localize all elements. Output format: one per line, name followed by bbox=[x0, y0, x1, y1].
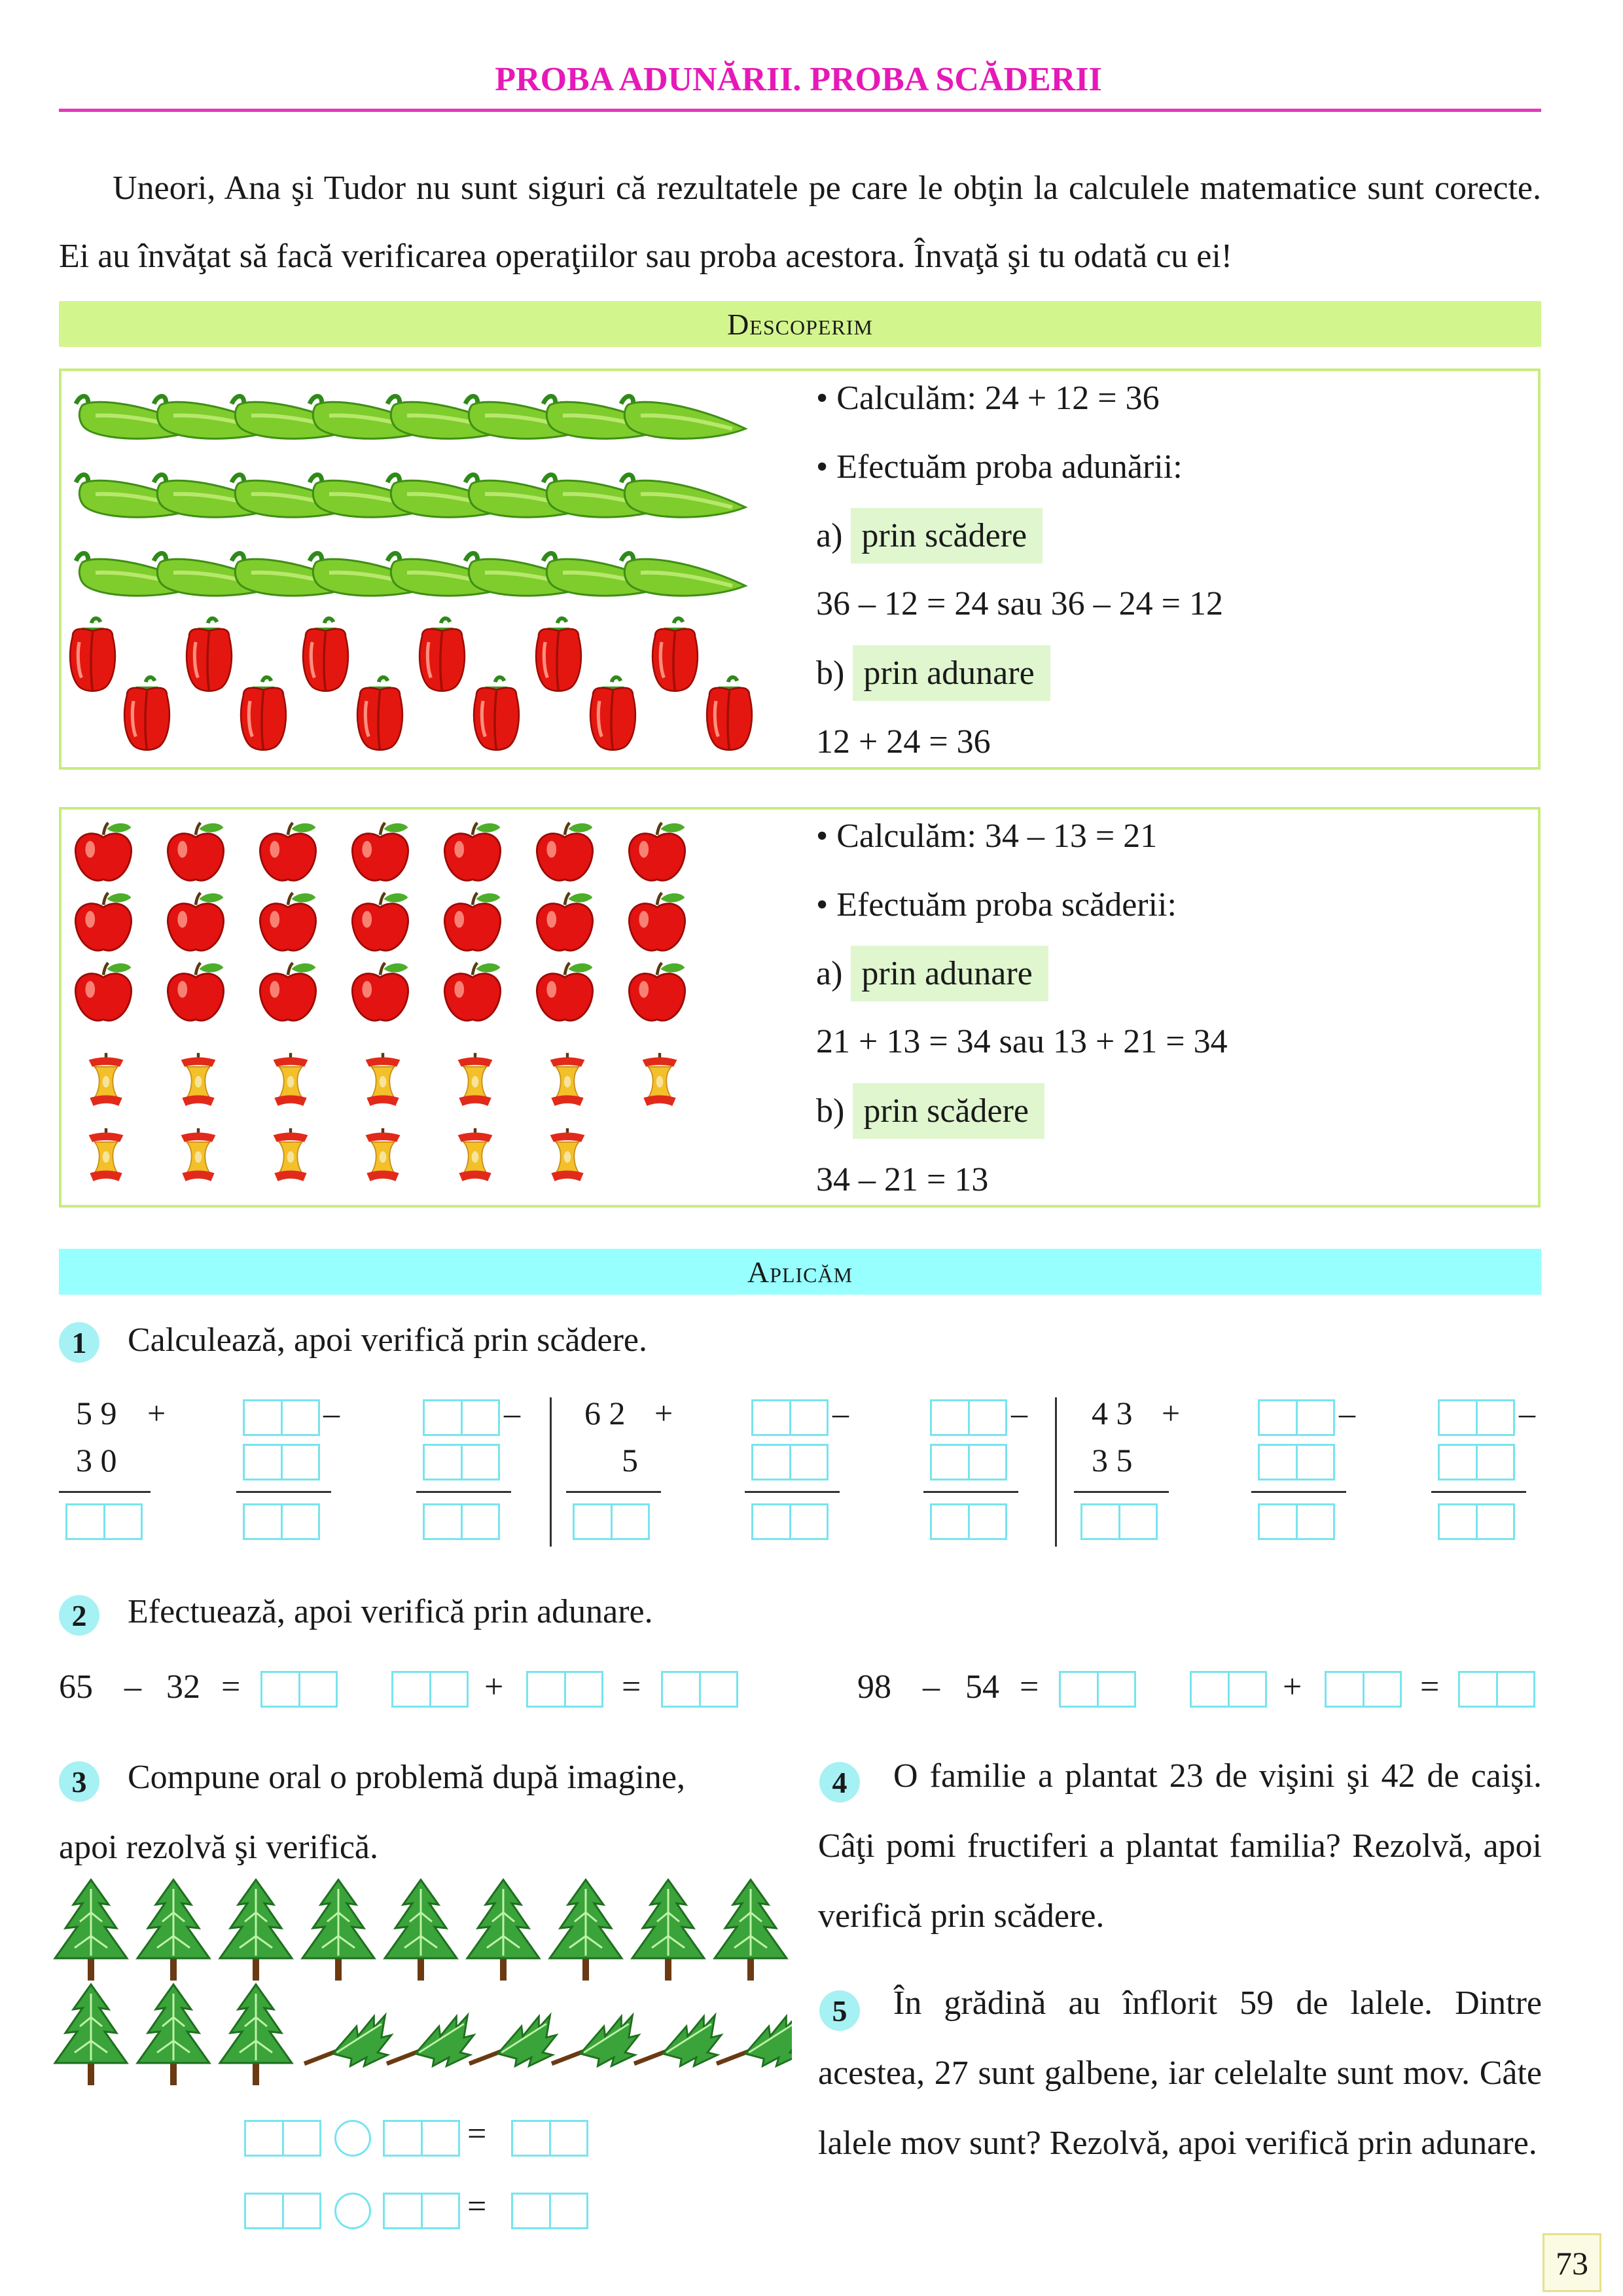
ex3-line1: Compune oral o problemă după imagine, bbox=[128, 1759, 686, 1796]
tree-icon bbox=[632, 1880, 704, 1981]
ex3-line2: apoi rezolvă şi verifică. bbox=[59, 1829, 378, 1866]
p1-line-a bbox=[816, 516, 1043, 556]
ex4-number-badge: 4 bbox=[819, 1762, 860, 1803]
panel-addition-proof bbox=[59, 368, 1541, 770]
ex2-e2-check-b[interactable] bbox=[1325, 1671, 1402, 1708]
title-underline bbox=[59, 109, 1541, 112]
ex2-e1-plus: + bbox=[484, 1668, 504, 1706]
red-pepper-icon bbox=[241, 677, 286, 750]
apple-icon bbox=[168, 963, 223, 1020]
tree-icon bbox=[302, 1880, 374, 1981]
fallen-tree-icon bbox=[469, 2015, 556, 2066]
apple-core-icon bbox=[274, 1053, 308, 1106]
ex1-g2-top: 6 2 bbox=[584, 1395, 626, 1431]
ex2-e1-a: 65 bbox=[59, 1668, 93, 1706]
ex1-g2-check1-top[interactable] bbox=[751, 1399, 829, 1436]
ex2-e1-check-eq: = bbox=[622, 1668, 641, 1706]
ex4-text: O familie a plantat 23 de vişini şi 42 de caişi. Câţi pomi fructiferi a plantat familia? Rezolvă, apoi verifică prin scădere. bbox=[818, 1757, 1542, 1935]
page-title: PROBA ADUNĂRII. PROBA SCĂDERII bbox=[495, 61, 1102, 98]
apple-core-icon bbox=[458, 1053, 493, 1106]
ex3-number-badge: 3 bbox=[59, 1761, 99, 1802]
ex1-g1-op: + bbox=[147, 1395, 166, 1431]
ex2-e1-eq: = bbox=[221, 1668, 241, 1706]
ex1-g2-check2-result[interactable] bbox=[930, 1503, 1007, 1540]
ex1-g1-top: 5 9 bbox=[76, 1395, 117, 1431]
p1-a-highlight: prin scădere bbox=[851, 508, 1043, 564]
apple-core-icon bbox=[181, 1128, 216, 1181]
red-pepper-icon bbox=[419, 619, 465, 691]
tree-icon bbox=[220, 1880, 292, 1981]
ex1-g3-check2-result[interactable] bbox=[1438, 1503, 1515, 1540]
ex5-number-badge: 5 bbox=[819, 1990, 860, 2031]
apple-icon bbox=[629, 823, 685, 880]
red-pepper-icon bbox=[303, 619, 348, 691]
p1-b-label: b) bbox=[816, 655, 845, 692]
ex1-g1-bottom: 3 0 bbox=[76, 1442, 117, 1479]
ex2-instruction: Efectuează, apoi verifică prin adunare. bbox=[128, 1593, 653, 1630]
ex1-g2-bottom: 5 bbox=[622, 1442, 638, 1479]
ex1-g3-check2-rule bbox=[1431, 1491, 1526, 1493]
green-pepper-icon bbox=[621, 475, 745, 517]
apple-icon bbox=[260, 893, 315, 950]
ex3-eq1-result[interactable] bbox=[511, 2120, 588, 2157]
ex1-g2-check2-top[interactable] bbox=[930, 1399, 1007, 1436]
ex3-eq1-equals: = bbox=[467, 2115, 487, 2153]
p1-line-result-b: 12 + 24 = 36 bbox=[816, 723, 991, 761]
apple-icon bbox=[168, 823, 223, 880]
apple-icon bbox=[537, 823, 592, 880]
p2-line-result-b: 34 – 21 = 13 bbox=[816, 1161, 989, 1198]
fallen-tree-icon bbox=[634, 2015, 721, 2066]
apple-core-icon bbox=[274, 1128, 308, 1181]
apples-illustration bbox=[62, 810, 814, 1202]
ex1-g3-check2-top[interactable] bbox=[1438, 1399, 1515, 1436]
apple-icon bbox=[537, 963, 592, 1020]
p1-b-highlight: prin adunare bbox=[853, 645, 1050, 701]
p2-a-label: a) bbox=[816, 955, 843, 992]
apple-icon bbox=[629, 963, 685, 1020]
apple-core-icon bbox=[550, 1053, 585, 1106]
tree-icon bbox=[550, 1880, 622, 1981]
panel-subtraction-proof bbox=[59, 807, 1541, 1208]
ex1-g1-check2-top[interactable] bbox=[423, 1399, 500, 1436]
apple-icon bbox=[260, 823, 315, 880]
p1-line-proof: • Efectuăm proba adunării: bbox=[816, 448, 1183, 486]
ex3-eq2-box-b[interactable] bbox=[383, 2193, 460, 2229]
ex2-e1-check-b[interactable] bbox=[526, 1671, 603, 1708]
ex1-g3-check1-result[interactable] bbox=[1258, 1503, 1335, 1540]
ex2-e1-check-result[interactable] bbox=[661, 1671, 738, 1708]
ex1-g3-bottom: 3 5 bbox=[1092, 1442, 1133, 1479]
apple-icon bbox=[168, 893, 223, 950]
ex1-g2-check1-bottom[interactable] bbox=[751, 1444, 829, 1480]
apple-icon bbox=[352, 893, 408, 950]
ex1-g2-op: + bbox=[654, 1395, 673, 1431]
ex2-e2-op: – bbox=[923, 1668, 940, 1706]
p2-a-highlight: prin adunare bbox=[851, 946, 1048, 1001]
ex2-e2-result-box[interactable] bbox=[1059, 1671, 1136, 1708]
ex3-eq1-operator-circle[interactable] bbox=[334, 2120, 371, 2157]
page-number: 73 bbox=[1543, 2233, 1601, 2292]
ex1-g3-op: + bbox=[1162, 1395, 1181, 1431]
ex1-g1-check1-top[interactable] bbox=[243, 1399, 320, 1436]
ex2-e2-plus: + bbox=[1283, 1668, 1302, 1706]
apple-icon bbox=[444, 823, 500, 880]
red-pepper-icon bbox=[707, 677, 752, 750]
ex1-g1-check2-minus: – bbox=[504, 1395, 520, 1431]
intro-text: Uneori, Ana şi Tudor nu sunt siguri că rezultatele pe care le obţin la calculele matematice sunt corecte. Ei au învăţat să facă verificarea operaţiilor sau proba acestora. Învaţă şi tu odată cu ei! bbox=[59, 170, 1541, 275]
p2-line-result-a: 21 + 13 = 34 sau 13 + 21 = 34 bbox=[816, 1023, 1228, 1060]
ex1-g3-rule bbox=[1074, 1491, 1169, 1493]
p2-b-highlight: prin scădere bbox=[853, 1083, 1044, 1139]
ex1-g3-check2-bottom[interactable] bbox=[1438, 1444, 1515, 1480]
green-pepper-icon bbox=[621, 553, 745, 596]
p2-line-a bbox=[816, 954, 1048, 994]
p1-a-label: a) bbox=[816, 517, 843, 554]
ex2-e2-check-a[interactable] bbox=[1190, 1671, 1267, 1708]
red-pepper-icon bbox=[652, 619, 698, 691]
apple-core-icon bbox=[643, 1053, 677, 1106]
apple-icon bbox=[352, 963, 408, 1020]
apple-icon bbox=[537, 893, 592, 950]
ex3-eq2-operator-circle[interactable] bbox=[334, 2193, 371, 2229]
trees-illustration bbox=[52, 1878, 792, 2094]
ex1-g3-check1-bottom[interactable] bbox=[1258, 1444, 1335, 1480]
peppers-illustration bbox=[62, 371, 814, 764]
fallen-tree-icon bbox=[304, 2015, 391, 2066]
p2-line-proof: • Efectuăm proba scăderii: bbox=[816, 886, 1177, 924]
apple-core-icon bbox=[181, 1053, 216, 1106]
apple-core-icon bbox=[89, 1053, 124, 1106]
fallen-tree-icon bbox=[552, 2015, 639, 2066]
apple-icon bbox=[260, 963, 315, 1020]
ex1-g2-check1-rule bbox=[745, 1491, 840, 1493]
ex1-g2-check1-result[interactable] bbox=[751, 1503, 829, 1540]
ex1-g2-result-box[interactable] bbox=[573, 1503, 650, 1540]
ex1-g3-check2-minus: – bbox=[1519, 1395, 1535, 1431]
ex1-g1-check2-result[interactable] bbox=[423, 1503, 500, 1540]
apple-icon bbox=[444, 963, 500, 1020]
ex1-g2-check2-rule bbox=[923, 1491, 1018, 1493]
ex1-g3-check1-minus: – bbox=[1339, 1395, 1355, 1431]
ex2-e1-b: 32 bbox=[166, 1668, 200, 1706]
apple-icon bbox=[352, 823, 408, 880]
ex2-e1-check-a[interactable] bbox=[391, 1671, 469, 1708]
ex3-eq2-result[interactable] bbox=[511, 2193, 588, 2229]
ex1-g3-check1-top[interactable] bbox=[1258, 1399, 1335, 1436]
apple-core-icon bbox=[550, 1128, 585, 1181]
tree-icon bbox=[137, 1880, 209, 1981]
ex3-eq1-box-b[interactable] bbox=[383, 2120, 460, 2157]
red-pepper-icon bbox=[357, 677, 402, 750]
ex2-number-badge: 2 bbox=[59, 1595, 99, 1636]
ex1-g2-check2-bottom[interactable] bbox=[930, 1444, 1007, 1480]
p2-b-label: b) bbox=[816, 1092, 845, 1130]
red-pepper-icon bbox=[474, 677, 519, 750]
apple-core-icon bbox=[366, 1053, 401, 1106]
ex5-text: În grădină au înflorit 59 de lalele. Dintre acestea, 27 sunt galbene, iar celelalte sunt mov. Câte lalele mov sunt? Rezolvă, apoi verifică prin adunare. bbox=[818, 1984, 1542, 2162]
ex1-g3-top: 4 3 bbox=[1092, 1395, 1133, 1431]
apple-icon bbox=[629, 893, 685, 950]
ex1-g1-check2-bottom[interactable] bbox=[423, 1444, 500, 1480]
ex1-g2-rule bbox=[566, 1491, 661, 1493]
apple-core-icon bbox=[89, 1128, 124, 1181]
apple-core-icon bbox=[366, 1128, 401, 1181]
ex2-e2-check-result[interactable] bbox=[1458, 1671, 1535, 1708]
p1-line-calc: • Calculăm: 24 + 12 = 36 bbox=[816, 380, 1160, 417]
tree-icon bbox=[467, 1880, 539, 1981]
red-pepper-icon bbox=[536, 619, 581, 691]
ex1-g1-check1-minus: – bbox=[323, 1395, 340, 1431]
tree-icon bbox=[55, 1880, 127, 1981]
apple-icon bbox=[75, 893, 131, 950]
p2-line-b bbox=[816, 1092, 1044, 1131]
intro-paragraph bbox=[59, 154, 1541, 291]
ex1-g3-check1-rule bbox=[1251, 1491, 1346, 1493]
red-pepper-icon bbox=[70, 619, 115, 691]
fallen-tree-icon bbox=[387, 2015, 474, 2066]
red-pepper-icon bbox=[187, 619, 232, 691]
ex1-g2-check1-minus: – bbox=[832, 1395, 849, 1431]
apple-icon bbox=[444, 893, 500, 950]
ex2-e2-a: 98 bbox=[857, 1668, 891, 1706]
p1-line-b bbox=[816, 654, 1050, 693]
apple-icon bbox=[75, 963, 131, 1020]
section-discover: Descoperim bbox=[59, 301, 1541, 347]
ex2-e2-eq: = bbox=[1020, 1668, 1039, 1706]
ex1-separator-2 bbox=[1055, 1397, 1057, 1547]
ex2-e2-check-eq: = bbox=[1420, 1668, 1440, 1706]
tree-icon bbox=[137, 1984, 209, 2085]
ex1-instruction: Calculează, apoi verifică prin scădere. bbox=[128, 1321, 647, 1359]
ex1-separator-1 bbox=[550, 1397, 552, 1547]
p2-line-calc: • Calculăm: 34 – 13 = 21 bbox=[816, 817, 1158, 855]
red-pepper-icon bbox=[124, 677, 169, 750]
ex3-eq2-equals: = bbox=[467, 2188, 487, 2225]
tree-icon bbox=[55, 1984, 127, 2085]
ex3-eq2-box-a[interactable] bbox=[244, 2193, 321, 2229]
fallen-tree-icon bbox=[717, 2015, 792, 2066]
ex1-g1-rule bbox=[59, 1491, 151, 1493]
ex2-e1-result-box[interactable] bbox=[260, 1671, 338, 1708]
red-pepper-icon bbox=[590, 677, 635, 750]
apple-icon bbox=[75, 823, 131, 880]
ex1-g2-check2-minus: – bbox=[1011, 1395, 1027, 1431]
ex1-number-badge: 1 bbox=[59, 1322, 99, 1363]
ex1-g1-result-box[interactable] bbox=[65, 1503, 143, 1540]
ex1-g1-check1-bottom[interactable] bbox=[243, 1444, 320, 1480]
green-pepper-icon bbox=[621, 396, 745, 439]
ex1-g1-check1-rule bbox=[236, 1491, 331, 1493]
ex1-g3-result-box[interactable] bbox=[1080, 1503, 1158, 1540]
ex1-g1-check1-result[interactable] bbox=[243, 1503, 320, 1540]
tree-icon bbox=[385, 1880, 457, 1981]
ex1-g1-check2-rule bbox=[416, 1491, 511, 1493]
ex2-e2-b: 54 bbox=[965, 1668, 999, 1706]
ex2-e1-op: – bbox=[124, 1668, 141, 1706]
p1-line-result-a: 36 – 12 = 24 sau 36 – 24 = 12 bbox=[816, 585, 1223, 622]
apple-core-icon bbox=[458, 1128, 493, 1181]
tree-icon bbox=[220, 1984, 292, 2085]
ex3-eq1-box-a[interactable] bbox=[244, 2120, 321, 2157]
section-apply: Aplicăm bbox=[59, 1249, 1541, 1295]
tree-icon bbox=[715, 1880, 787, 1981]
